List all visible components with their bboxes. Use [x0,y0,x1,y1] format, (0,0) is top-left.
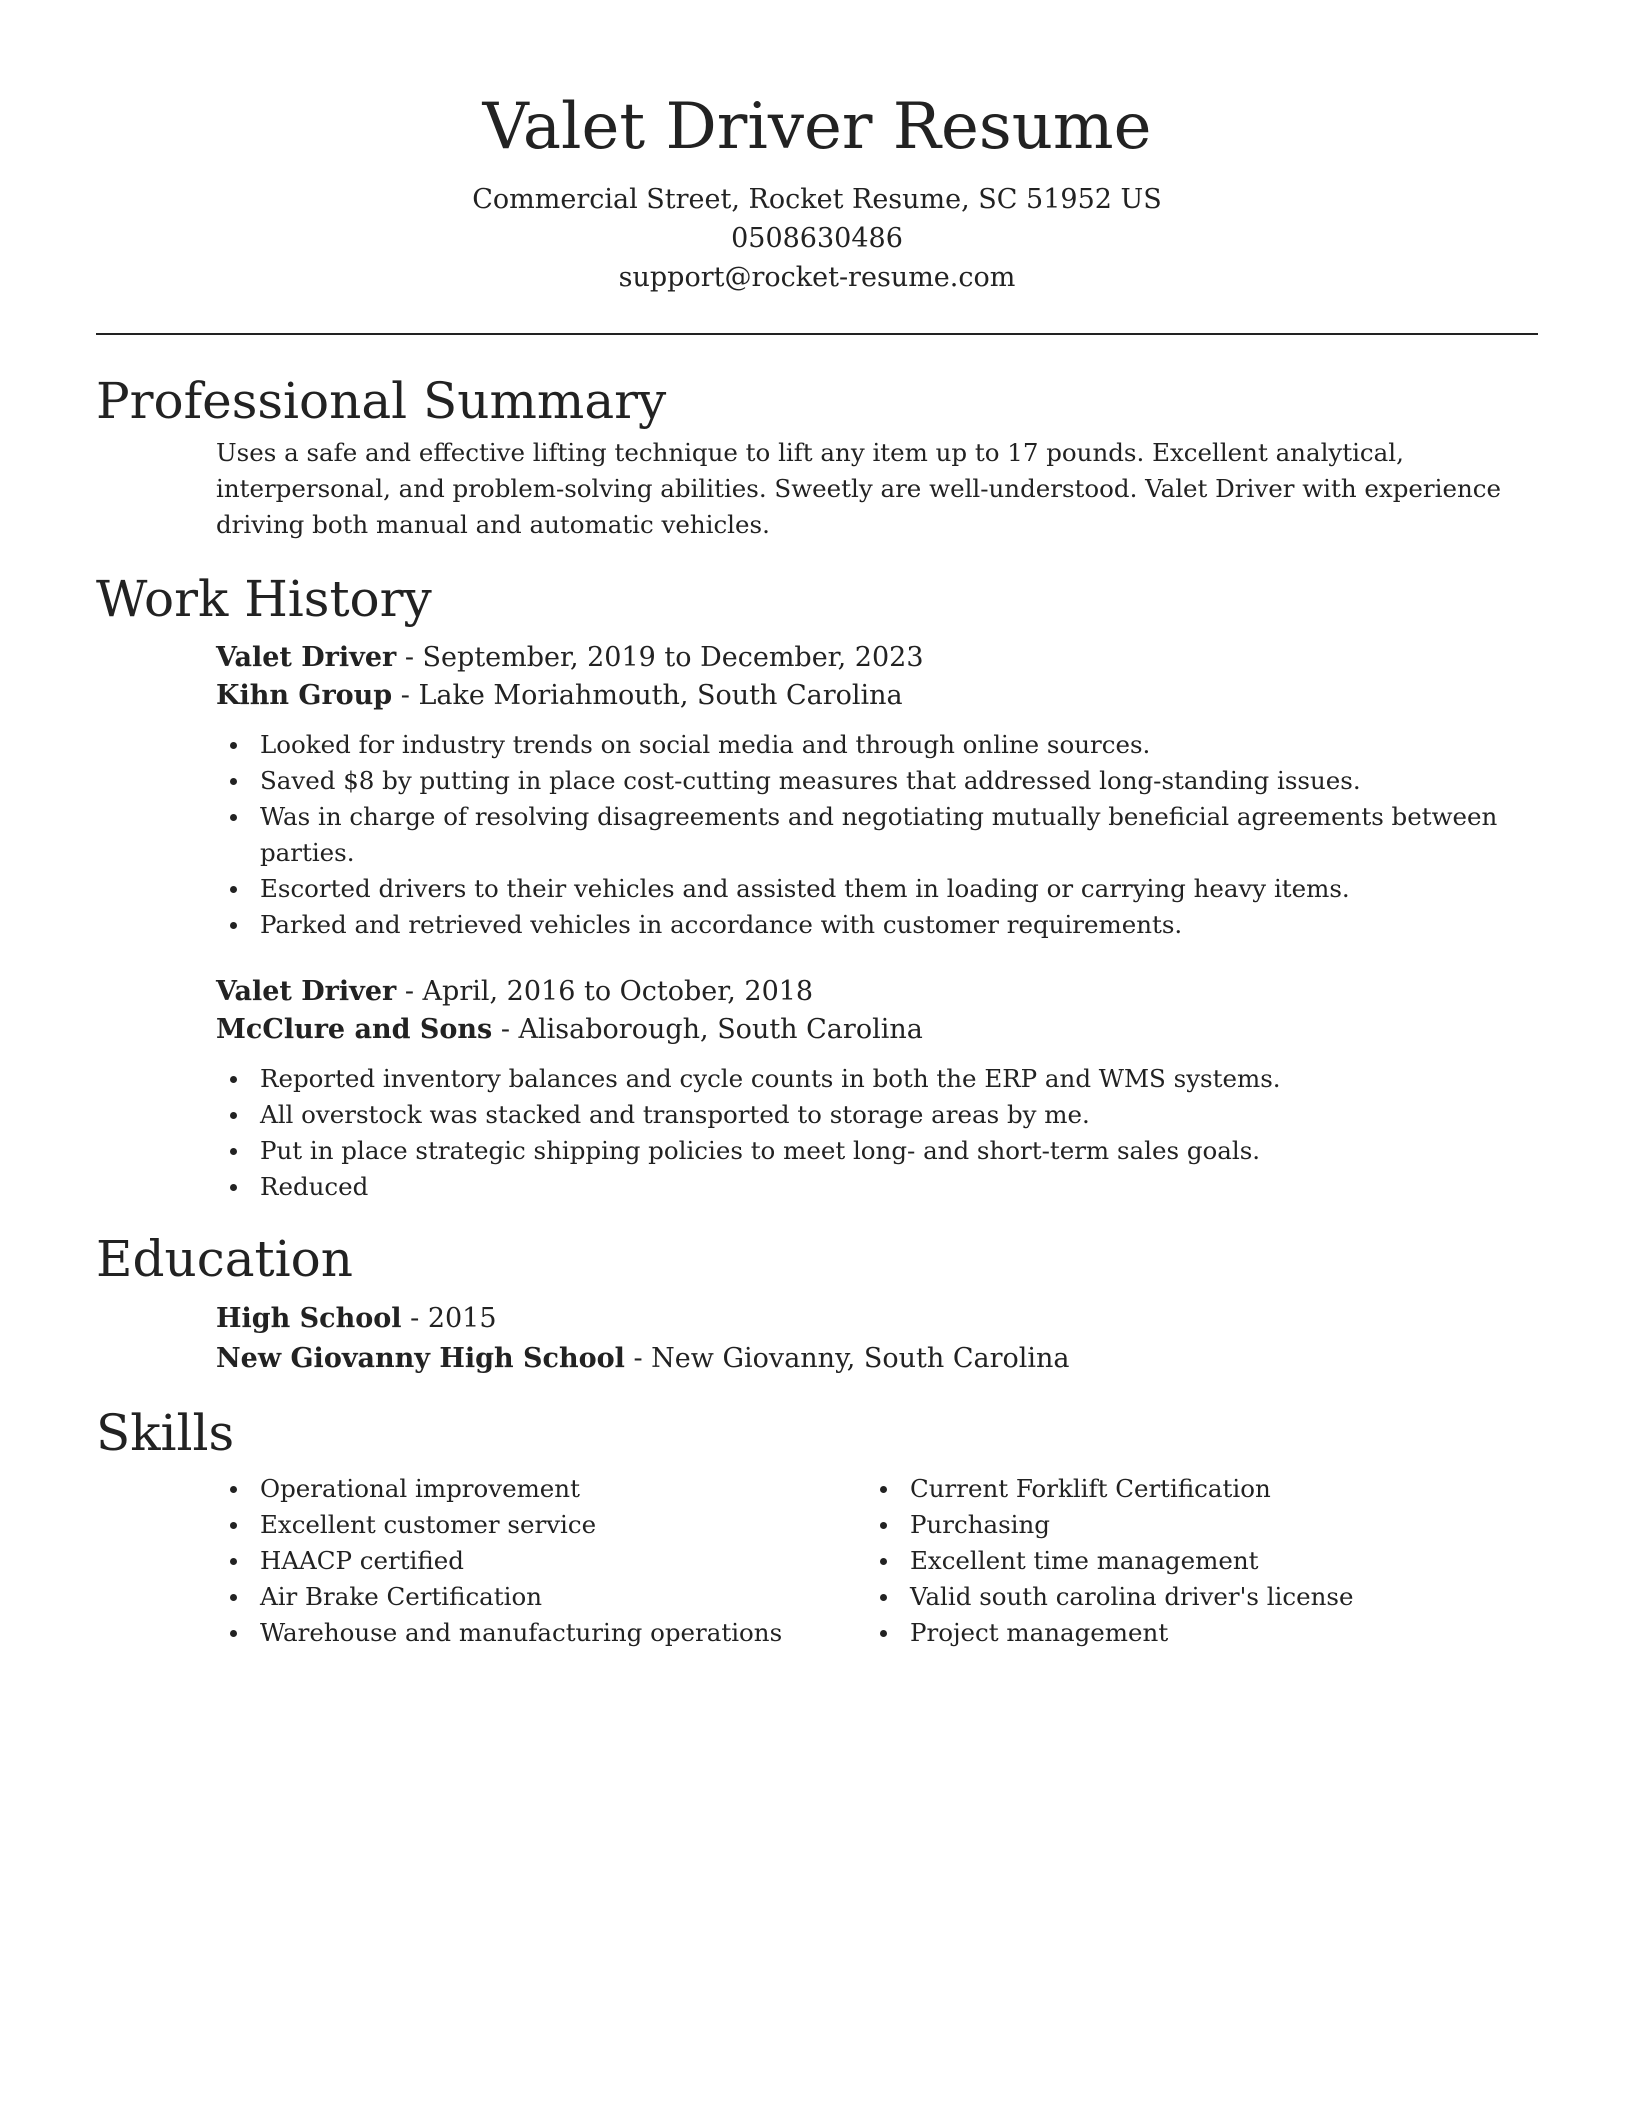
bullet-dot [230,1522,237,1529]
job-bullets [216,1061,1538,1205]
education-degree-line [216,1299,1538,1339]
skill-text: Valid south carolina driver's license [910,1582,1354,1611]
work-history-section [96,567,1538,1205]
job-bullet [260,1061,1538,1097]
job-bullet-text: All overstock was stacked and transported to storage areas by me. [260,1100,1090,1129]
job-entry [216,639,1538,943]
job-bullet [260,871,1538,907]
job-dates: - April, 2016 to October, 2018 [396,976,814,1007]
skill-item [260,1507,866,1543]
education-section [96,1227,1538,1379]
bullet-dot [230,886,237,893]
job-title-line [216,639,1538,677]
bullet-dot [230,742,237,749]
bullet-dot [880,1558,887,1565]
job-title: Valet Driver [216,976,397,1007]
work-history-body [216,639,1538,1205]
resume-page [96,0,1538,1651]
skills-column-left [216,1471,866,1651]
summary-text: Uses a safe and effective lifting technique to lift any item up to 17 pounds. Excellent analytical, interpersonal, and problem-solving abilities. Sweetly are well-understood. Valet Driver with experience driving both manual and automatic vehicles. [216,438,1501,539]
bullet-dot [880,1630,887,1637]
education-year: - 2015 [401,1303,497,1334]
job-bullet-text: Was in charge of resolving disagreements and negotiating mutually beneficial agreements between parties. [260,802,1498,867]
bullet-dot [880,1594,887,1601]
bullet-dot [230,1112,237,1119]
skill-text: Current Forklift Certification [910,1474,1271,1503]
job-bullets [216,727,1538,943]
job-entry [216,973,1538,1205]
skill-item [260,1471,866,1507]
job-bullet [260,727,1538,763]
job-bullet [260,799,1538,871]
skill-text: Air Brake Certification [260,1582,543,1611]
skill-text: HAACP certified [260,1546,464,1575]
job-location: - Alisaborough, South Carolina [492,1014,923,1045]
skill-item [260,1543,866,1579]
skill-item [910,1471,1516,1507]
job-bullet [260,1097,1538,1133]
summary-heading: Professional Summary [96,372,667,430]
skills-list-right [866,1471,1516,1651]
skill-text: Excellent customer service [260,1510,597,1539]
skills-list-left [216,1471,866,1651]
skill-item [910,1543,1516,1579]
skill-item [910,1615,1516,1651]
job-location: - Lake Moriahmouth, South Carolina [392,680,903,711]
job-dates: - September, 2019 to December, 2023 [396,642,924,673]
job-bullet [260,763,1538,799]
job-company-line [216,1011,1538,1049]
bullet-dot [230,1148,237,1155]
skills-section [96,1401,1538,1651]
skill-item [910,1579,1516,1615]
education-school: New Giovanny High School [216,1343,625,1374]
skills-heading: Skills [96,1404,235,1462]
contact-block [96,180,1538,297]
bullet-dot [230,814,237,821]
skill-text: Purchasing [910,1510,1050,1539]
contact-email: support@rocket-resume.com [618,262,1016,293]
resume-title: Valet Driver Resume [482,90,1152,164]
bullet-dot [230,778,237,785]
bullet-dot [230,922,237,929]
bullet-dot [880,1486,887,1493]
education-location: - New Giovanny, South Carolina [624,1343,1070,1374]
job-bullet-text: Reported inventory balances and cycle counts in both the ERP and WMS systems. [260,1064,1281,1093]
job-bullet [260,1133,1538,1169]
bullet-dot [230,1076,237,1083]
header-divider [96,333,1538,335]
skill-item [910,1507,1516,1543]
job-bullet-text: Saved $8 by putting in place cost-cutting measures that addressed long-standing issues. [260,766,1361,795]
bullet-dot [230,1184,237,1191]
resume-header [96,0,1538,297]
skill-item [260,1615,866,1651]
bullet-dot [230,1486,237,1493]
skill-text: Project management [910,1618,1169,1647]
job-bullet-text: Put in place strategic shipping policies to meet long- and short-term sales goals. [260,1136,1261,1165]
summary-section [96,369,1538,543]
job-bullet-text: Escorted drivers to their vehicles and assisted them in loading or carrying heavy items. [260,874,1350,903]
job-company: McClure and Sons [216,1014,493,1045]
summary-body [216,435,1538,543]
job-bullet [260,1169,1538,1205]
work-history-heading: Work History [96,570,432,628]
bullet-dot [230,1594,237,1601]
bullet-dot [230,1630,237,1637]
education-degree: High School [216,1303,402,1334]
job-title-line [216,973,1538,1011]
skill-text: Warehouse and manufacturing operations [260,1618,783,1647]
job-bullet-text: Reduced [260,1172,369,1201]
skills-column-right [866,1471,1516,1651]
contact-address: Commercial Street, Rocket Resume, SC 51952 US [472,184,1162,215]
job-bullet-text: Looked for industry trends on social media and through online sources. [260,730,1151,759]
job-bullet-text: Parked and retrieved vehicles in accordance with customer requirements. [260,910,1183,939]
job-company-line [216,677,1538,715]
contact-phone: 0508630486 [731,223,903,254]
education-school-line [216,1339,1538,1379]
education-body [216,1299,1538,1379]
education-heading: Education [96,1230,353,1288]
job-bullet [260,907,1538,943]
bullet-dot [230,1558,237,1565]
job-title: Valet Driver [216,642,397,673]
bullet-dot [880,1522,887,1529]
skill-item [260,1579,866,1615]
skills-columns [216,1471,1538,1651]
job-company: Kihn Group [216,680,393,711]
skill-text: Operational improvement [260,1474,580,1503]
skill-text: Excellent time management [910,1546,1259,1575]
